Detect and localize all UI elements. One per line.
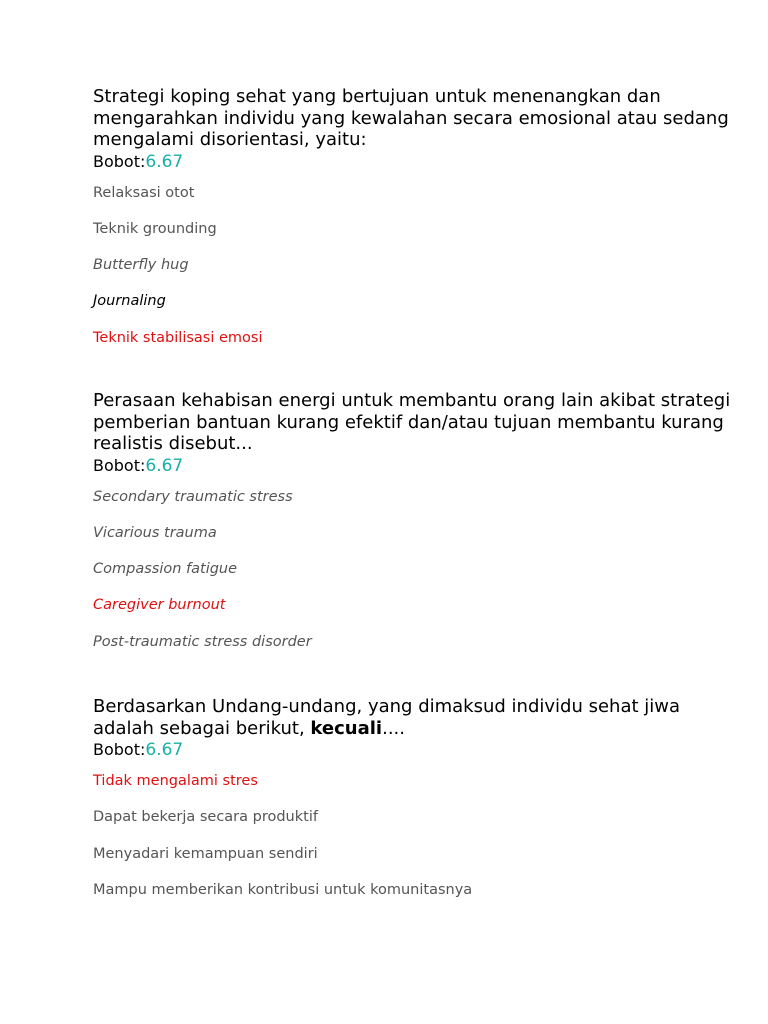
question-block-2: [93, 390, 733, 660]
answer-option-correct[interactable]: Caregiver burnout: [93, 597, 226, 614]
answer-options: [93, 763, 733, 908]
answer-option[interactable]: Post-traumatic stress disorder: [93, 633, 312, 650]
answer-option[interactable]: Mampu memberikan kontribusi untuk komunitasnya: [93, 881, 473, 898]
question-text-end: ....: [382, 717, 405, 739]
answer-option-correct[interactable]: Tidak mengalami stres: [93, 773, 258, 789]
question-text: [93, 696, 733, 739]
question-block-1: [93, 86, 733, 356]
answer-option[interactable]: Compassion fatigue: [93, 561, 238, 578]
answer-option-correct[interactable]: Teknik stabilisasi emosi: [93, 329, 263, 346]
question-text-main: Berdasarkan Undang-undang, yang dimaksud individu sehat jiwa adalah sebagai berikut,: [93, 696, 681, 739]
question-block-3: [93, 696, 733, 908]
bobot-label: Bobot:: [93, 455, 146, 475]
bobot-label: Bobot:: [93, 151, 146, 171]
bobot-label: Bobot:: [93, 740, 146, 759]
answer-option[interactable]: Vicarious trauma: [93, 524, 217, 541]
answer-options: [93, 479, 733, 660]
question-text: Perasaan kehabisan energi untuk membantu orang lain akibat strategi pemberian bantuan kurang efektif dan/atau tujuan membantu kurang realistis disebut...: [93, 390, 731, 454]
answer-option[interactable]: Menyadari kemampuan sendiri: [93, 845, 318, 862]
answer-option[interactable]: Butterfly hug: [93, 257, 189, 274]
score-value: 6.67: [145, 455, 184, 476]
answer-option[interactable]: Teknik grounding: [93, 220, 217, 237]
bobot-line: [93, 151, 733, 173]
score-value: 6.67: [145, 740, 184, 760]
question-text: Strategi koping sehat yang bertujuan untuk menenangkan dan mengarahkan individu yang kewalahan secara emosional atau sedang mengalami disorientasi, yaitu:: [93, 86, 729, 150]
answer-options: [93, 175, 733, 356]
answer-option[interactable]: Journaling: [93, 293, 166, 310]
answer-option[interactable]: Relaksasi otot: [93, 184, 195, 201]
question-keyword: kecuali: [310, 717, 383, 739]
bobot-line: [93, 739, 733, 761]
answer-option[interactable]: Secondary traumatic stress: [93, 488, 293, 505]
bobot-line: [93, 455, 733, 477]
score-value: 6.67: [145, 151, 184, 172]
answer-option[interactable]: Dapat bekerja secara produktif: [93, 809, 318, 826]
